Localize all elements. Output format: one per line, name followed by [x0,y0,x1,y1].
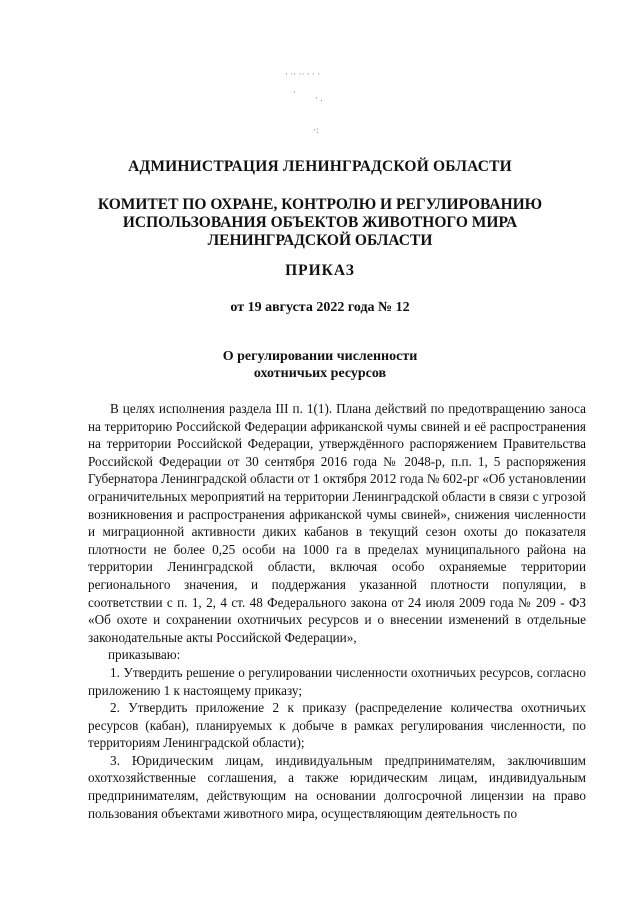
order-word: приказываю: [108,647,181,663]
preamble-paragraph: В целях исполнения раздела III п. 1(1). Плана действий по предотвращению заноса на территорию Российской Федерации африканской чумы свиней и её распространения на территории Российской Федерации, утверждённого распоряжением Правительства Российской Федерации от 30 сентября 2016 года № 2048-р, п.п. 1, 5 распоряжения Губернатора Ленинградской области от 1 октября 2012 года № 602-рг «Об установлении ограничительных мероприятий на территории Ленинградской области в связи с угрозой возникновения и распространения африканской чумы свиней», снижения численности и миграционной активности диких кабанов в текущий сезон охоты до показателя плотности не более 0,25 особи на 1000 га в пределах муниципального района на территории Ленинградской области, включая особо охраняемые территории регионального значения, и поддержания указанной плотности популяции, в соответствии с п. 1, 2, 4 ст. 48 Федерального закона от 24 июля 2009 года № 209 - ФЗ «Об охоте и сохранении охотничьих ресурсов и о внесении изменений в отдельные законодательные акты Российской Федерации», [88,401,586,645]
administration-title: АДМИНИСТРАЦИЯ ЛЕНИНГРАДСКОЙ ОБЛАСТИ [128,158,512,175]
date-and-number: от 19 августа 2022 года № 12 [230,300,410,315]
committee-line-3: ЛЕНИНГРАДСКОЙ ОБЛАСТИ [207,232,433,249]
order-item-2: 2. Утвердить приложение 2 к приказу (распределение количества охотничьих ресурсов (кабан), планируемых к добыче в рамках регулирования численности, по территориям Ленинградской области); [88,700,586,751]
scan-artifacts: · ·· ·· · · · · · . ·: [285,69,323,135]
document-subject [0,348,640,382]
subject-line-1: О регулировании численности [222,349,418,364]
order-item-1: 1. Утвердить решение о регулировании численности охотничьих ресурсов, согласно приложению 1 к настоящему приказу; [88,664,586,698]
subject-line-2: охотничьих ресурсов [253,366,387,381]
committee-line-2: ИСПОЛЬЗОВАНИЯ ОБЪЕКТОВ ЖИВОТНОГО МИРА [122,214,518,231]
committee-title [0,196,640,250]
order-item-3: 3. Юридическим лицам, индивидуальным предпринимателям, заключившим охотхозяйственные соглашения, а также юридическим лицам, индивидуальным предпринимателям, действующим на основании долгосрочной лицензии на право пользования объектами животного мира, осуществляющим деятельность по [88,752,586,821]
document-type: ПРИКАЗ [285,262,355,279]
document-body [88,400,586,822]
committee-line-1: КОМИТЕТ ПО ОХРАНЕ, КОНТРОЛЮ И РЕГУЛИРОВАНИЮ [97,196,543,213]
